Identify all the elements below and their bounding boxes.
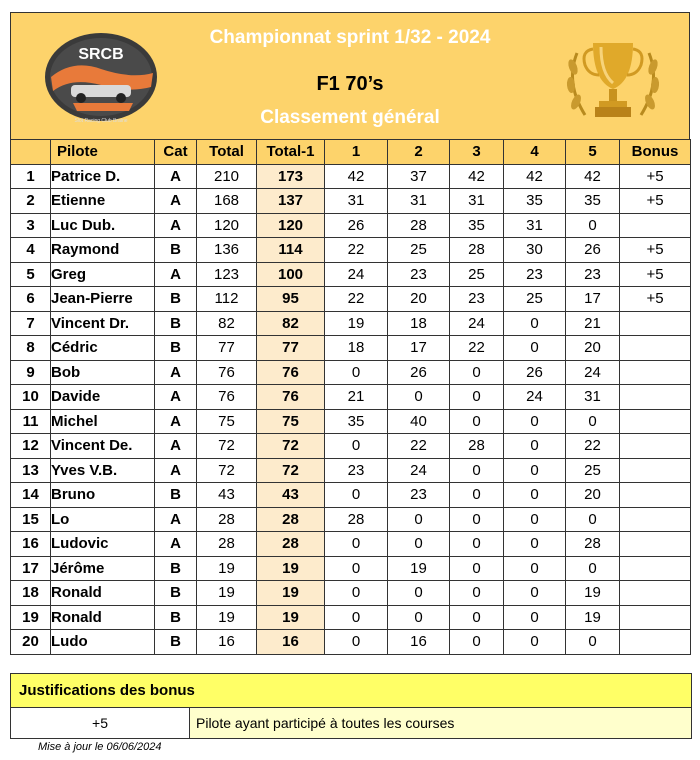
col-race-5: 5	[566, 140, 620, 165]
cat-cell: A	[155, 164, 197, 189]
cat-cell: B	[155, 556, 197, 581]
race-1-cell: 0	[325, 605, 388, 630]
category-title: F1 70’s	[316, 73, 384, 95]
total-cell: 123	[197, 262, 257, 287]
col-rank	[11, 140, 51, 165]
rank-cell: 17	[11, 556, 51, 581]
pilote-cell: Patrice D.	[51, 164, 155, 189]
cat-cell: A	[155, 409, 197, 434]
race-5-cell: 21	[566, 311, 620, 336]
race-3-cell: 0	[450, 532, 504, 557]
total-cell: 76	[197, 360, 257, 385]
bonus-cell	[620, 213, 691, 238]
pilote-cell: Michel	[51, 409, 155, 434]
total-cell: 76	[197, 385, 257, 410]
total-1-cell: 77	[257, 336, 325, 361]
pilote-cell: Jérôme	[51, 556, 155, 581]
cat-cell: B	[155, 311, 197, 336]
race-5-cell: 0	[566, 213, 620, 238]
trophy-icon	[563, 33, 663, 133]
race-4-cell: 0	[504, 434, 566, 459]
race-3-cell: 24	[450, 311, 504, 336]
pilote-cell: Bob	[51, 360, 155, 385]
table-row	[11, 532, 691, 557]
pilote-cell: Luc Dub.	[51, 213, 155, 238]
rank-cell: 8	[11, 336, 51, 361]
table-row	[11, 434, 691, 459]
rank-cell: 3	[11, 213, 51, 238]
table-row	[11, 336, 691, 361]
total-1-cell: 173	[257, 164, 325, 189]
race-5-cell: 35	[566, 189, 620, 214]
race-5-cell: 0	[566, 630, 620, 655]
total-1-cell: 75	[257, 409, 325, 434]
bonus-cell: +5	[620, 287, 691, 312]
pilote-cell: Davide	[51, 385, 155, 410]
race-5-cell: 20	[566, 483, 620, 508]
race-4-cell: 0	[504, 458, 566, 483]
race-2-cell: 17	[388, 336, 450, 361]
pilote-cell: Bruno	[51, 483, 155, 508]
race-5-cell: 23	[566, 262, 620, 287]
race-1-cell: 22	[325, 238, 388, 263]
pilote-cell: Etienne	[51, 189, 155, 214]
race-3-cell: 0	[450, 385, 504, 410]
table-row	[11, 311, 691, 336]
table-row	[11, 581, 691, 606]
standings-subtitle: Classement général	[260, 107, 440, 128]
total-cell: 72	[197, 434, 257, 459]
total-1-cell: 95	[257, 287, 325, 312]
total-cell: 168	[197, 189, 257, 214]
race-5-cell: 31	[566, 385, 620, 410]
race-4-cell: 0	[504, 556, 566, 581]
total-1-cell: 82	[257, 311, 325, 336]
race-1-cell: 0	[325, 434, 388, 459]
rank-cell: 12	[11, 434, 51, 459]
race-2-cell: 24	[388, 458, 450, 483]
cat-cell: A	[155, 189, 197, 214]
table-row	[11, 483, 691, 508]
rank-cell: 19	[11, 605, 51, 630]
race-4-cell: 0	[504, 630, 566, 655]
table-row	[11, 556, 691, 581]
pilote-cell: Lo	[51, 507, 155, 532]
race-4-cell: 30	[504, 238, 566, 263]
race-3-cell: 23	[450, 287, 504, 312]
race-1-cell: 19	[325, 311, 388, 336]
race-1-cell: 0	[325, 483, 388, 508]
total-cell: 77	[197, 336, 257, 361]
cat-cell: A	[155, 360, 197, 385]
race-2-cell: 0	[388, 507, 450, 532]
bonus-cell	[620, 507, 691, 532]
bonus-description: Pilote ayant participé à toutes les courses	[190, 708, 691, 738]
col-total: Total	[197, 140, 257, 165]
table-row	[11, 360, 691, 385]
race-2-cell: 31	[388, 189, 450, 214]
bonus-cell	[620, 458, 691, 483]
total-1-cell: 72	[257, 434, 325, 459]
rank-cell: 9	[11, 360, 51, 385]
race-4-cell: 0	[504, 483, 566, 508]
bonus-cell: +5	[620, 189, 691, 214]
col-cat: Cat	[155, 140, 197, 165]
table-row	[11, 385, 691, 410]
total-cell: 72	[197, 458, 257, 483]
cat-cell: B	[155, 287, 197, 312]
table-row	[11, 238, 691, 263]
bonus-cell	[620, 311, 691, 336]
race-5-cell: 28	[566, 532, 620, 557]
pilote-cell: Jean-Pierre	[51, 287, 155, 312]
total-cell: 112	[197, 287, 257, 312]
race-4-cell: 26	[504, 360, 566, 385]
race-3-cell: 0	[450, 556, 504, 581]
total-cell: 43	[197, 483, 257, 508]
cat-cell: B	[155, 336, 197, 361]
race-1-cell: 0	[325, 581, 388, 606]
race-2-cell: 18	[388, 311, 450, 336]
race-1-cell: 31	[325, 189, 388, 214]
race-3-cell: 0	[450, 507, 504, 532]
race-2-cell: 25	[388, 238, 450, 263]
rank-cell: 7	[11, 311, 51, 336]
race-5-cell: 0	[566, 409, 620, 434]
total-1-cell: 100	[257, 262, 325, 287]
total-1-cell: 28	[257, 507, 325, 532]
race-2-cell: 28	[388, 213, 450, 238]
total-1-cell: 76	[257, 385, 325, 410]
race-1-cell: 35	[325, 409, 388, 434]
race-3-cell: 0	[450, 630, 504, 655]
bonus-row	[11, 708, 691, 738]
cat-cell: A	[155, 262, 197, 287]
bonus-value: +5	[11, 708, 190, 738]
race-1-cell: 23	[325, 458, 388, 483]
bonus-cell	[620, 360, 691, 385]
race-1-cell: 18	[325, 336, 388, 361]
bonus-cell	[620, 385, 691, 410]
pilote-cell: Greg	[51, 262, 155, 287]
table-row	[11, 213, 691, 238]
bonus-cell	[620, 581, 691, 606]
rank-cell: 13	[11, 458, 51, 483]
last-updated: Mise à jour le 06/06/2024	[38, 741, 162, 753]
race-1-cell: 0	[325, 556, 388, 581]
race-4-cell: 0	[504, 409, 566, 434]
pilote-cell: Ronald	[51, 581, 155, 606]
cat-cell: A	[155, 458, 197, 483]
race-5-cell: 42	[566, 164, 620, 189]
table-header-row	[11, 140, 691, 165]
cat-cell: B	[155, 581, 197, 606]
total-1-cell: 19	[257, 581, 325, 606]
col-total-1: Total-1	[257, 140, 325, 165]
total-1-cell: 72	[257, 458, 325, 483]
race-1-cell: 24	[325, 262, 388, 287]
bonus-cell	[620, 556, 691, 581]
rank-cell: 2	[11, 189, 51, 214]
race-3-cell: 0	[450, 483, 504, 508]
total-cell: 82	[197, 311, 257, 336]
race-3-cell: 35	[450, 213, 504, 238]
race-2-cell: 40	[388, 409, 450, 434]
cat-cell: B	[155, 483, 197, 508]
race-3-cell: 42	[450, 164, 504, 189]
race-1-cell: 0	[325, 360, 388, 385]
logo-tagline: Slot Racing Club Braine	[74, 118, 128, 124]
race-2-cell: 0	[388, 385, 450, 410]
race-2-cell: 16	[388, 630, 450, 655]
cat-cell: A	[155, 532, 197, 557]
rank-cell: 1	[11, 164, 51, 189]
race-3-cell: 0	[450, 409, 504, 434]
rank-cell: 10	[11, 385, 51, 410]
total-cell: 16	[197, 630, 257, 655]
pilote-cell: Raymond	[51, 238, 155, 263]
race-1-cell: 0	[325, 630, 388, 655]
race-3-cell: 22	[450, 336, 504, 361]
race-4-cell: 42	[504, 164, 566, 189]
pilote-cell: Ludo	[51, 630, 155, 655]
results-sheet	[10, 12, 690, 655]
pilote-cell: Vincent Dr.	[51, 311, 155, 336]
bonus-cell: +5	[620, 262, 691, 287]
race-1-cell: 22	[325, 287, 388, 312]
race-5-cell: 19	[566, 581, 620, 606]
race-4-cell: 31	[504, 213, 566, 238]
race-3-cell: 31	[450, 189, 504, 214]
championship-title: Championnat sprint 1/32 - 2024	[209, 27, 491, 48]
race-5-cell: 20	[566, 336, 620, 361]
pilote-cell: Vincent De.	[51, 434, 155, 459]
table-row	[11, 164, 691, 189]
col-race-2: 2	[388, 140, 450, 165]
race-3-cell: 28	[450, 238, 504, 263]
race-2-cell: 37	[388, 164, 450, 189]
rank-cell: 11	[11, 409, 51, 434]
race-5-cell: 24	[566, 360, 620, 385]
race-1-cell: 42	[325, 164, 388, 189]
pilote-cell: Cédric	[51, 336, 155, 361]
race-2-cell: 23	[388, 262, 450, 287]
total-1-cell: 114	[257, 238, 325, 263]
total-cell: 19	[197, 581, 257, 606]
table-row	[11, 507, 691, 532]
table-row	[11, 262, 691, 287]
race-3-cell: 0	[450, 581, 504, 606]
race-5-cell: 17	[566, 287, 620, 312]
bonus-cell	[620, 336, 691, 361]
race-5-cell: 22	[566, 434, 620, 459]
total-1-cell: 19	[257, 605, 325, 630]
bonus-cell	[620, 483, 691, 508]
total-1-cell: 137	[257, 189, 325, 214]
col-bonus: Bonus	[620, 140, 691, 165]
total-1-cell: 16	[257, 630, 325, 655]
race-4-cell: 0	[504, 311, 566, 336]
rank-cell: 14	[11, 483, 51, 508]
race-3-cell: 0	[450, 605, 504, 630]
total-cell: 210	[197, 164, 257, 189]
table-row	[11, 458, 691, 483]
race-5-cell: 25	[566, 458, 620, 483]
race-5-cell: 0	[566, 507, 620, 532]
table-row	[11, 409, 691, 434]
col-race-3: 3	[450, 140, 504, 165]
race-4-cell: 0	[504, 336, 566, 361]
table-row	[11, 287, 691, 312]
bonus-cell	[620, 532, 691, 557]
race-3-cell: 25	[450, 262, 504, 287]
pilote-cell: Ronald	[51, 605, 155, 630]
bonus-justification	[10, 673, 692, 739]
race-2-cell: 26	[388, 360, 450, 385]
bonus-title: Justifications des bonus	[11, 674, 691, 708]
pilote-cell: Ludovic	[51, 532, 155, 557]
total-cell: 19	[197, 605, 257, 630]
cat-cell: A	[155, 213, 197, 238]
race-5-cell: 26	[566, 238, 620, 263]
total-cell: 136	[197, 238, 257, 263]
total-cell: 120	[197, 213, 257, 238]
cat-cell: A	[155, 385, 197, 410]
table-row	[11, 189, 691, 214]
rank-cell: 18	[11, 581, 51, 606]
race-2-cell: 22	[388, 434, 450, 459]
race-1-cell: 21	[325, 385, 388, 410]
rank-cell: 20	[11, 630, 51, 655]
standings-table	[10, 139, 691, 655]
race-1-cell: 0	[325, 532, 388, 557]
race-5-cell: 0	[566, 556, 620, 581]
race-2-cell: 0	[388, 532, 450, 557]
rank-cell: 5	[11, 262, 51, 287]
race-2-cell: 23	[388, 483, 450, 508]
race-5-cell: 19	[566, 605, 620, 630]
table-row	[11, 630, 691, 655]
total-cell: 28	[197, 532, 257, 557]
total-cell: 75	[197, 409, 257, 434]
total-1-cell: 19	[257, 556, 325, 581]
rank-cell: 6	[11, 287, 51, 312]
race-2-cell: 19	[388, 556, 450, 581]
cat-cell: B	[155, 238, 197, 263]
race-1-cell: 28	[325, 507, 388, 532]
race-4-cell: 0	[504, 532, 566, 557]
rank-cell: 16	[11, 532, 51, 557]
race-2-cell: 0	[388, 605, 450, 630]
bonus-cell: +5	[620, 238, 691, 263]
race-3-cell: 0	[450, 458, 504, 483]
col-pilote: Pilote	[51, 140, 155, 165]
race-2-cell: 20	[388, 287, 450, 312]
cat-cell: A	[155, 434, 197, 459]
cat-cell: A	[155, 507, 197, 532]
race-4-cell: 0	[504, 581, 566, 606]
total-1-cell: 76	[257, 360, 325, 385]
total-1-cell: 120	[257, 213, 325, 238]
bonus-cell: +5	[620, 164, 691, 189]
total-1-cell: 43	[257, 483, 325, 508]
total-cell: 28	[197, 507, 257, 532]
pilote-cell: Yves V.B.	[51, 458, 155, 483]
race-4-cell: 24	[504, 385, 566, 410]
race-4-cell: 0	[504, 507, 566, 532]
race-1-cell: 26	[325, 213, 388, 238]
total-cell: 19	[197, 556, 257, 581]
header	[10, 12, 690, 139]
col-race-1: 1	[325, 140, 388, 165]
race-2-cell: 0	[388, 581, 450, 606]
standings-body	[11, 164, 691, 654]
cat-cell: B	[155, 605, 197, 630]
table-row	[11, 605, 691, 630]
bonus-cell	[620, 409, 691, 434]
race-4-cell: 0	[504, 605, 566, 630]
race-4-cell: 23	[504, 262, 566, 287]
race-3-cell: 28	[450, 434, 504, 459]
logo-text: SRCB	[78, 46, 124, 63]
bonus-cell	[620, 434, 691, 459]
cat-cell: B	[155, 630, 197, 655]
rank-cell: 15	[11, 507, 51, 532]
col-race-4: 4	[504, 140, 566, 165]
rank-cell: 4	[11, 238, 51, 263]
bonus-cell	[620, 630, 691, 655]
race-3-cell: 0	[450, 360, 504, 385]
race-4-cell: 25	[504, 287, 566, 312]
total-1-cell: 28	[257, 532, 325, 557]
race-4-cell: 35	[504, 189, 566, 214]
bonus-cell	[620, 605, 691, 630]
